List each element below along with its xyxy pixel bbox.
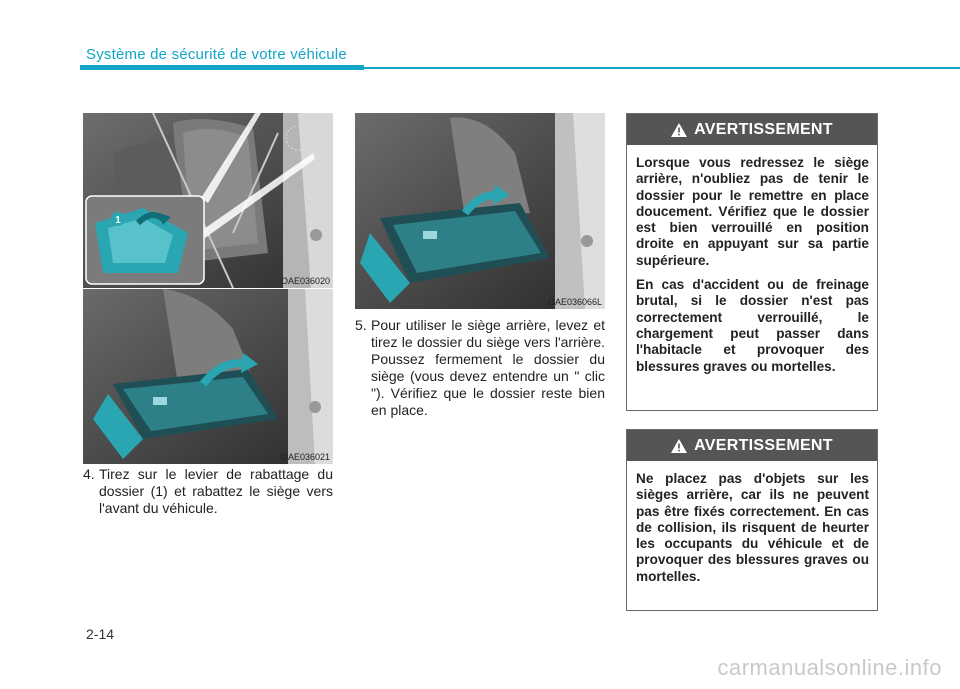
- header-rule-thick: [80, 65, 364, 70]
- header-rule-thin: [364, 67, 960, 69]
- seat-raise-illustration: [355, 113, 605, 309]
- warning-body: [627, 461, 877, 593]
- step-text: Pour utiliser le siège arrière, levez et tirez le dossier du siège vers l'arrière. Poussez fermement le dossier du siège (vous devez entendre un " clic "). Vérifiez que le dossier reste bien en place.: [371, 317, 605, 418]
- seat-folded-illustration: [83, 289, 333, 464]
- callout-1-label: 1: [115, 215, 121, 226]
- warning-header: [627, 114, 877, 145]
- figure-code: OAE036066L: [547, 297, 602, 307]
- page-number: 2-14: [86, 626, 115, 642]
- step-text: Tirez sur le levier de rabattage du dossier (1) et rabattez le siège vers l'avant du véhicule.: [99, 466, 333, 516]
- figure-seat-folded: [83, 289, 333, 464]
- step-number: 5.: [355, 317, 367, 333]
- warning-box: [626, 429, 878, 611]
- step-5: [355, 317, 605, 419]
- warning-title: AVERTISSEMENT: [694, 436, 833, 454]
- warning-triangle-icon: [671, 123, 687, 137]
- warning-paragraph: En cas d'accident ou de freinage brutal, si le dossier n'est pas correctement verrouillé, le chargement peut passer dans l'habitacle et provoquer des blessures graves ou mortelles.: [636, 277, 869, 374]
- warning-triangle-icon: [671, 439, 687, 453]
- warning-box: [626, 113, 878, 411]
- section-title: Système de sécurité de votre véhicule: [86, 46, 347, 63]
- figure-code: OAE036021: [280, 452, 330, 462]
- warning-header: [627, 430, 877, 461]
- warning-body: [627, 145, 877, 383]
- seat-lever-illustration: [83, 113, 333, 288]
- warning-title: AVERTISSEMENT: [694, 120, 833, 138]
- figure-code: OAE036020: [280, 276, 330, 286]
- warning-paragraph: Lorsque vous redressez le siège arrière, n'oubliez pas de tenir le dossier pour le remettre en place doucement. Vérifiez que le dossier est bien verrouillé en position droite en appuyant sur sa partie supérieure.: [636, 155, 869, 268]
- watermark: carmanualsonline.info: [717, 655, 942, 680]
- figure-seat-raise: [355, 113, 605, 309]
- step-4: [83, 466, 333, 517]
- warning-paragraph: Ne placez pas d'objets sur les sièges arrière, car ils ne peuvent pas être fixés correctement. En cas de collision, ils risquent de heurter les occupants du véhicule et de provoquer des blessures graves ou mortelles.: [636, 471, 869, 584]
- step-number: 4.: [83, 466, 95, 482]
- figure-seat-lever: [83, 113, 333, 288]
